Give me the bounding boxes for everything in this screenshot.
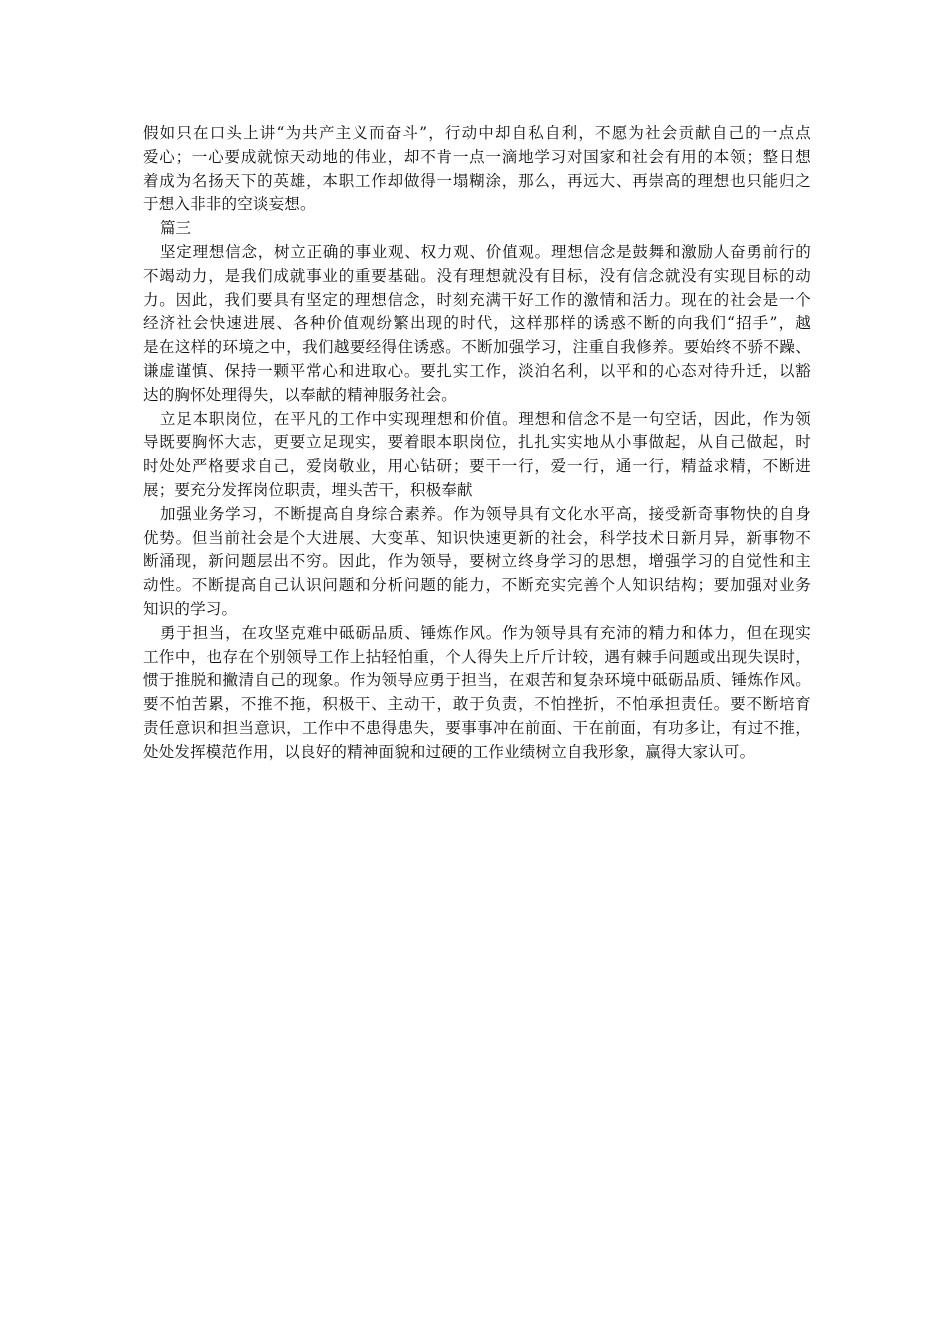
paragraph-line: 于想入非非的空谈妄想。 <box>143 195 316 214</box>
document-page <box>143 122 811 765</box>
paragraph-line: 惯于推脱和撇清自己的现象。作为领导应勇于担当，在艰苦和复杂环境中砥砺品质、锤炼作风。 <box>143 671 811 690</box>
paragraph-3 <box>143 408 811 503</box>
paragraph-line: 责任意识和担当意识，工作中不患得患失，要事事冲在前面、干在前面，有功多让，有过不推， <box>143 718 811 737</box>
paragraph-line: 爱心；一心要成就惊天动地的伟业，却不肯一点一滴地学习对国家和社会有用的本领；整日想 <box>143 147 811 166</box>
paragraph-line: 优势。但当前社会是个大进展、大变革、知识快速更新的社会，科学技术日新月异，新事物不 <box>143 528 811 547</box>
paragraph-line: 假如只在口头上讲“为共产主义而奋斗”，行动中却自私自利，不愿为社会贡献自己的一点点 <box>143 124 811 142</box>
paragraph-line: 经济社会快速进展、各种价值观纷繁出现的时代，这样那样的诱惑不断的向我们“招手”，越 <box>143 314 811 333</box>
paragraph-1 <box>143 122 811 217</box>
paragraph-line: 谦虚谨慎、保持一颗平常心和进取心。要扎实工作，淡泊名利，以平和的心态对待升迁，以豁 <box>143 361 811 380</box>
paragraph-5 <box>143 622 811 765</box>
section-heading: 篇三 <box>160 219 192 238</box>
paragraph-line: 处处发挥模范作用，以良好的精神面貌和过硬的工作业绩树立自我形象，赢得大家认可。 <box>143 742 756 761</box>
paragraph-line: 不竭动力，是我们成就事业的重要基础。没有理想就没有目标，没有信念就没有实现目标的动 <box>143 266 811 285</box>
paragraph-line: 立足本职岗位，在平凡的工作中实现理想和价值。理想和信念不是一句空话，因此，作为领 <box>160 409 811 428</box>
paragraph-line: 动性。不断提高自己认识问题和分析问题的能力，不断充实完善个人知识结构；要加强对业务 <box>143 576 811 595</box>
paragraph-line: 断涌现，新问题层出不穷。因此，作为领导，要树立终身学习的思想，增强学习的自觉性和主 <box>143 552 811 571</box>
paragraph-line: 知识的学习。 <box>143 599 238 618</box>
paragraph-line: 勇于担当，在攻坚克难中砥砺品质、锤炼作风。作为领导具有充沛的精力和体力，但在现实 <box>160 623 811 642</box>
paragraph-4 <box>143 503 811 622</box>
paragraph-2 <box>143 241 811 408</box>
paragraph-line: 导既要胸怀大志，更要立足现实，要着眼本职岗位，扎扎实实地从小事做起，从自己做起，时 <box>143 433 811 452</box>
paragraph-line: 工作中，也存在个别领导工作上拈轻怕重，个人得失上斤斤计较，遇有棘手问题或出现失误时， <box>143 647 811 666</box>
paragraph-line: 展；要充分发挥岗位职责，埋头苦干，积极奉献 <box>143 480 473 499</box>
paragraph-line: 坚定理想信念，树立正确的事业观、权力观、价值观。理想信念是鼓舞和激励人奋勇前行的 <box>160 242 811 261</box>
paragraph-line: 是在这样的环境之中，我们越要经得住诱惑。不断加强学习，注重自我修养。要始终不骄不躁、 <box>143 338 811 357</box>
paragraph-line: 达的胸怀处理得失，以奉献的精神服务社会。 <box>143 385 458 404</box>
paragraph-line: 要不怕苦累，不推不拖，积极干、主动干，敢于负责，不怕挫折，不怕承担责任。要不断培育 <box>143 695 811 714</box>
paragraph-line: 力。因此，我们要具有坚定的理想信念，时刻充满干好工作的激情和活力。现在的社会是一个 <box>143 290 811 309</box>
paragraph-line: 时处处严格要求自己，爱岗敬业，用心钻研；要干一行，爱一行，通一行，精益求精，不断进 <box>143 457 811 476</box>
paragraph-line: 着成为名扬天下的英雄，本职工作却做得一塌糊涂，那么，再远大、再崇高的理想也只能归之 <box>143 171 811 190</box>
paragraph-line: 加强业务学习，不断提高自身综合素养。作为领导具有文化水平高，接受新奇事物快的自身 <box>160 504 811 523</box>
